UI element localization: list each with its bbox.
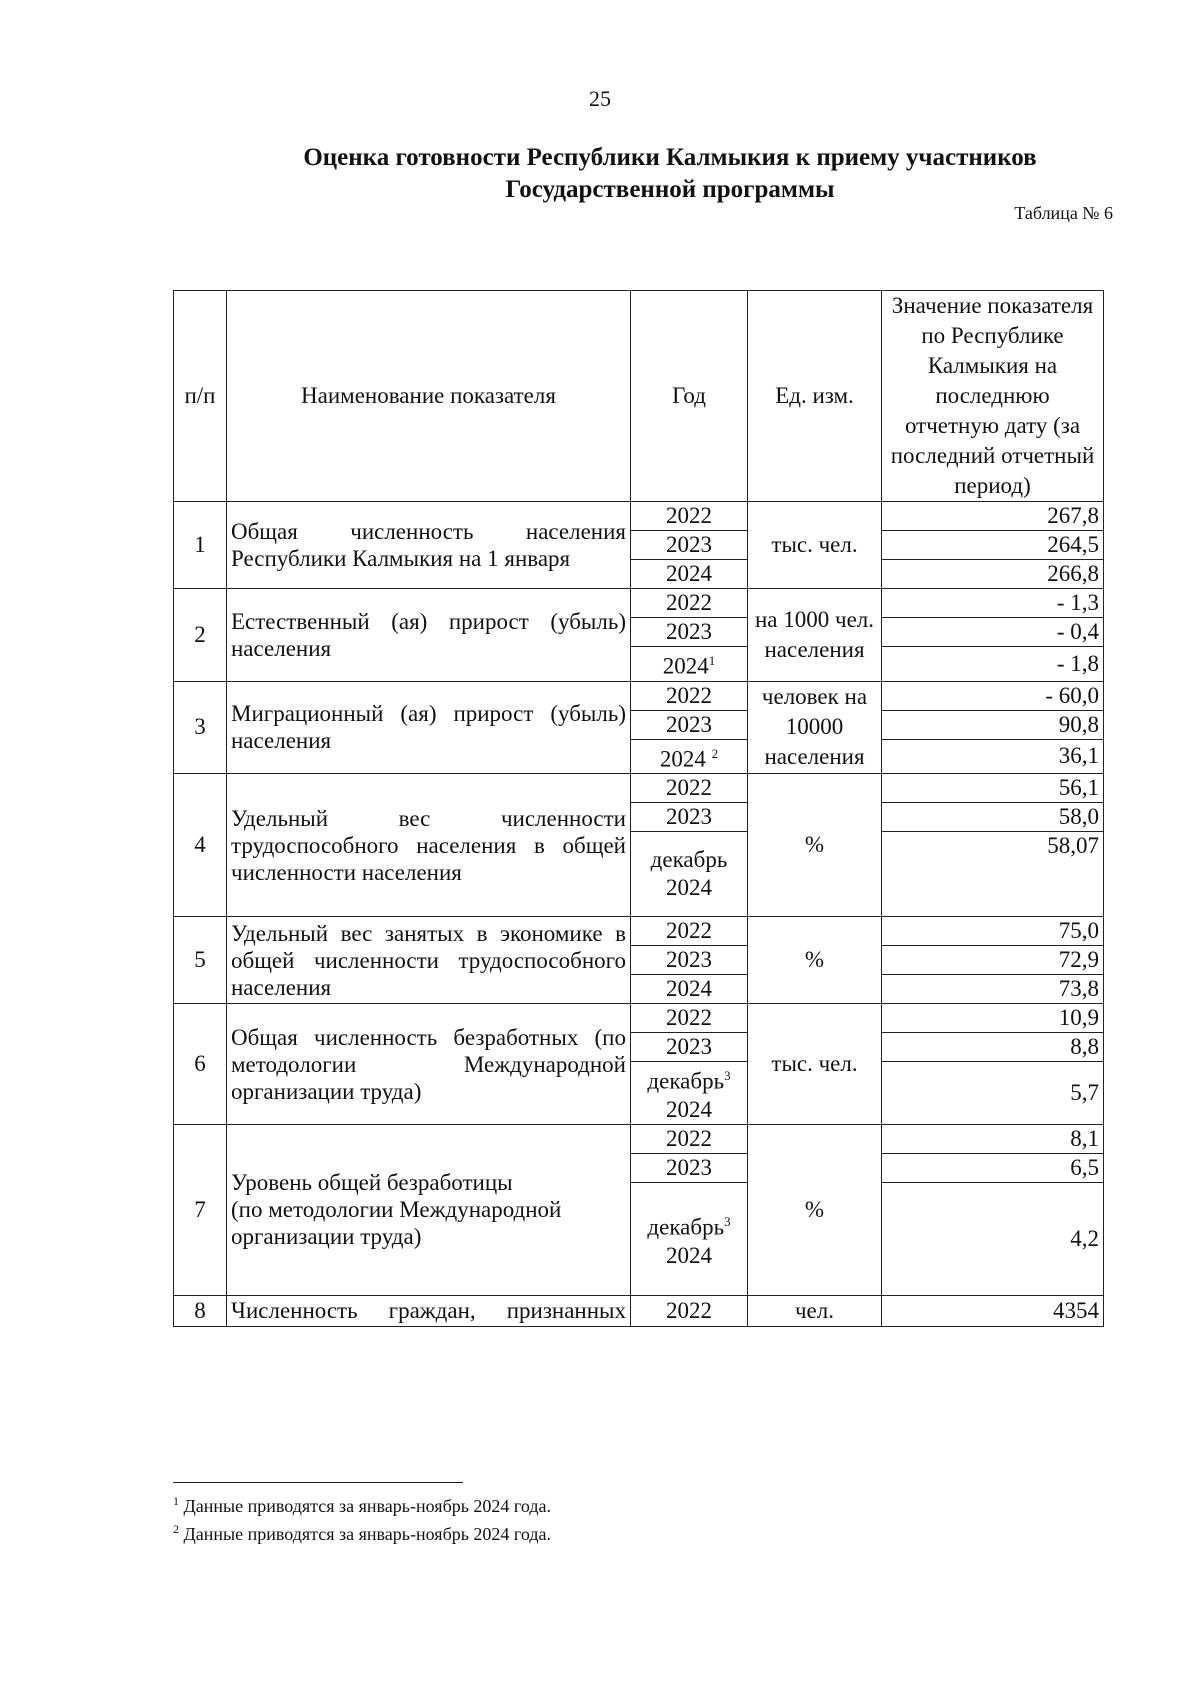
year-cell: 2022 [631,502,748,531]
header-year: Год [631,291,748,502]
year-text: декабрь [647,1214,725,1240]
page-title [230,142,1110,206]
year-cell: 2022 [631,774,748,803]
indicator-name-line: Уровень общей безработицы [231,1170,513,1196]
year-cell: 2022 [631,1004,748,1033]
year-cell [631,1182,748,1295]
year-cell: 2022 [631,917,748,946]
year-text: 2024 [659,746,706,772]
value-cell: 56,1 [882,774,1104,803]
indicator-name: Удельный вес численности трудоспособного населения в общей численности населения [227,774,631,917]
value-cell: 4,2 [882,1182,1104,1295]
year-cell: 2024 [631,975,748,1004]
header-unit: Ед. изм. [748,291,882,502]
unit-cell: на 1000 чел. населения [748,589,882,682]
year-cell: 2023 [631,803,748,832]
footnote-ref: 3 [724,1068,731,1084]
indicator-name: Общая численность населения Республики Калмыкия на 1 января [227,502,631,589]
table-header-row [174,291,1104,502]
footnote-ref: 3 [724,1214,731,1230]
indicator-name: Естественный (ая) прирост (убыль) населения [227,589,631,682]
header-value: Значение показателя по Республике Калмыкия на последнюю отчетную дату (за последний отчетный период) [882,291,1104,502]
unit-cell: % [748,774,882,917]
value-cell: - 1,8 [882,647,1104,682]
title-line-1: Оценка готовности Республики Калмыкия к приему участников [303,144,1037,171]
table-row [174,1124,1104,1153]
year-text: декабрь [647,1068,725,1094]
value-cell: 90,8 [882,710,1104,739]
footnote [173,1518,551,1546]
table-row [174,774,1104,803]
year-cell [631,647,748,682]
value-cell: 8,8 [882,1033,1104,1062]
table-row [174,1004,1104,1033]
unit-cell: чел. [748,1295,882,1326]
table-label: Таблица № 6 [1014,203,1113,223]
indicators-table [173,290,1104,1327]
header-num: п/п [174,291,227,502]
row-number: 8 [174,1295,227,1326]
footnote-mark: 2 [173,1522,179,1536]
header-name: Наименование показателя [227,291,631,502]
indicator-name [227,1124,631,1295]
indicator-name: Удельный вес занятых в экономике в общей численности трудоспособного населения [227,917,631,1004]
value-cell: 72,9 [882,946,1104,975]
table-row [174,502,1104,531]
table-row [174,681,1104,710]
year-cell: 2023 [631,946,748,975]
year-cell: 2023 [631,710,748,739]
value-cell: 58,0 [882,803,1104,832]
unit-cell: тыс. чел. [748,502,882,589]
footnote-ref: 1 [708,653,716,668]
unit-cell: % [748,917,882,1004]
footnote-text: Данные приводятся за январь-ноябрь 2024 года. [183,1496,551,1516]
value-cell: 36,1 [882,739,1104,774]
year-cell: 2023 [631,1033,748,1062]
year-cell: 2024 [631,560,748,589]
row-number: 2 [174,589,227,682]
row-number: 6 [174,1004,227,1125]
year-cell [631,1062,748,1125]
page-number: 25 [589,86,611,111]
value-cell: 75,0 [882,917,1104,946]
year-cell: 2023 [631,531,748,560]
value-cell: 5,7 [882,1062,1104,1125]
value-cell: 4354 [882,1295,1104,1326]
value-cell: 6,5 [882,1153,1104,1182]
year-text: 2024 [666,1096,712,1122]
title-line-2: Государственной программы [505,176,835,203]
value-cell: 10,9 [882,1004,1104,1033]
footnote-separator [173,1482,463,1483]
value-cell: 58,07 [882,832,1104,917]
table-row [174,589,1104,618]
year-cell: 2022 [631,1295,748,1326]
indicator-name: Миграционный (ая) прирост (убыль) населения [227,681,631,774]
row-number: 5 [174,917,227,1004]
value-cell: 267,8 [882,502,1104,531]
indicator-name: Численность граждан, признанных [227,1295,631,1326]
value-cell: 266,8 [882,560,1104,589]
indicator-name-line: организации труда) [231,1224,422,1250]
row-number: 7 [174,1124,227,1295]
indicator-name: Общая численность безработных (по методологии Международной организации труда) [227,1004,631,1125]
year-cell: декабрь 2024 [631,832,748,917]
table-row [174,917,1104,946]
year-cell: 2022 [631,589,748,618]
unit-cell: человек на 10000 населения [748,681,882,774]
value-cell: - 1,3 [882,589,1104,618]
year-cell: 2023 [631,1153,748,1182]
value-cell: 73,8 [882,975,1104,1004]
footnote [173,1490,551,1518]
year-cell [631,739,748,774]
year-cell: 2022 [631,1124,748,1153]
year-text: 2024 [666,1242,712,1268]
footnotes [173,1490,551,1546]
indicator-name-line: (по методологии Международной [231,1197,562,1223]
unit-cell: тыс. чел. [748,1004,882,1125]
footnote-text: Данные приводятся за январь-ноябрь 2024 года. [183,1524,551,1544]
unit-cell: % [748,1124,882,1295]
value-cell: - 0,4 [882,618,1104,647]
row-number: 3 [174,681,227,774]
year-cell: 2023 [631,618,748,647]
value-cell: - 60,0 [882,681,1104,710]
footnote-mark: 1 [173,1494,179,1508]
row-number: 4 [174,774,227,917]
year-cell: 2022 [631,681,748,710]
table-row [174,1295,1104,1326]
value-cell: 8,1 [882,1124,1104,1153]
footnote-ref: 2 [711,745,719,761]
year-text: 2024 [662,653,709,679]
value-cell: 264,5 [882,531,1104,560]
row-number: 1 [174,502,227,589]
